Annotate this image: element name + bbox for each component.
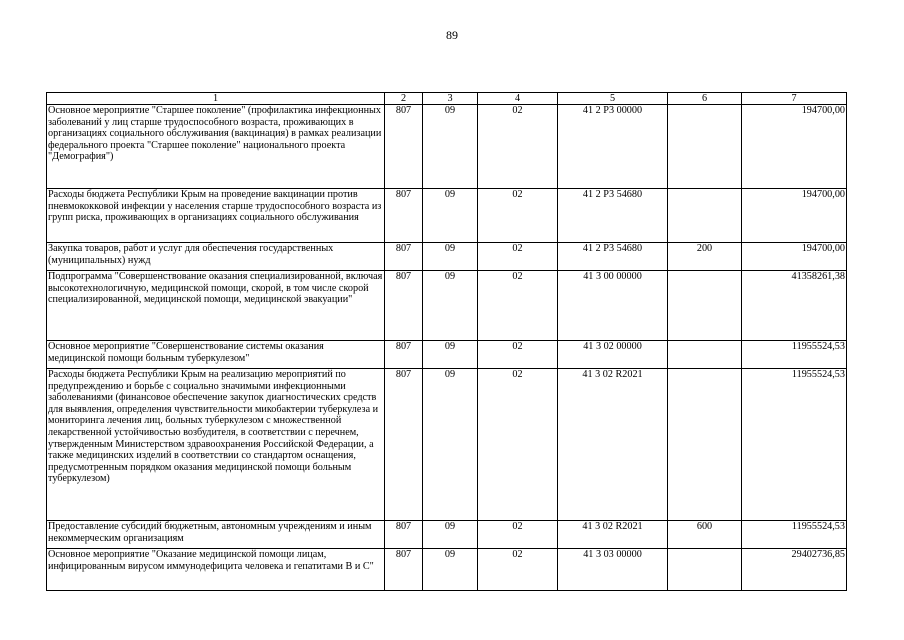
row-rz: 09	[423, 369, 478, 521]
table-row	[47, 271, 847, 341]
row-csr: 41 3 02 R2021	[558, 521, 668, 549]
column-header: 7	[742, 93, 847, 105]
column-header: 6	[668, 93, 742, 105]
row-rz: 09	[423, 341, 478, 369]
row-sum: 11955524,53	[742, 521, 847, 549]
table-row	[47, 341, 847, 369]
table-row	[47, 521, 847, 549]
row-pr: 02	[478, 549, 558, 591]
row-grbs: 807	[385, 243, 423, 271]
row-pr: 02	[478, 243, 558, 271]
row-name: Расходы бюджета Республики Крым на проведение вакцинации против пневмококковой инфекции у населения старше трудоспособного возраста из групп риска, проживающих в организациях социального обслуживания	[47, 189, 385, 243]
page-number: 89	[446, 28, 458, 42]
row-csr: 41 3 00 00000	[558, 271, 668, 341]
row-rz: 09	[423, 549, 478, 591]
row-sum: 11955524,53	[742, 369, 847, 521]
budget-table	[46, 92, 847, 591]
row-vr: 600	[668, 521, 742, 549]
table-row	[47, 243, 847, 271]
row-grbs: 807	[385, 521, 423, 549]
row-pr: 02	[478, 271, 558, 341]
row-name: Основное мероприятие "Старшее поколение" (профилактика инфекционных заболеваний у лиц старше трудоспособного возраста, проживающих в организациях социального обслуживания (вакцинация) в рамках реализации федерального проекта "Старшее поколение" национального проекта "Демография")	[47, 105, 385, 189]
row-pr: 02	[478, 341, 558, 369]
table-row	[47, 369, 847, 521]
row-vr	[668, 189, 742, 243]
row-name: Предоставление субсидий бюджетным, автономным учреждениям и иным некоммерческим организациям	[47, 521, 385, 549]
row-grbs: 807	[385, 549, 423, 591]
row-csr: 41 2 P3 54680	[558, 189, 668, 243]
row-pr: 02	[478, 369, 558, 521]
table-row	[47, 549, 847, 591]
row-sum: 29402736,85	[742, 549, 847, 591]
row-name: Закупка товаров, работ и услуг для обеспечения государственных (муниципальных) нужд	[47, 243, 385, 271]
row-pr: 02	[478, 521, 558, 549]
row-vr	[668, 549, 742, 591]
table-row	[47, 189, 847, 243]
row-vr: 200	[668, 243, 742, 271]
row-csr: 41 2 P3 54680	[558, 243, 668, 271]
row-name: Основное мероприятие "Оказание медицинской помощи лицам, инфицированным вирусом иммунодефицита человека и гепатитами В и С"	[47, 549, 385, 591]
row-name: Основное мероприятие "Совершенствование системы оказания медицинской помощи больным туберкулезом"	[47, 341, 385, 369]
row-grbs: 807	[385, 369, 423, 521]
row-sum: 41358261,38	[742, 271, 847, 341]
column-header: 1	[47, 93, 385, 105]
row-csr: 41 3 02 R2021	[558, 369, 668, 521]
column-header: 2	[385, 93, 423, 105]
column-header: 5	[558, 93, 668, 105]
row-sum: 11955524,53	[742, 341, 847, 369]
row-csr: 41 3 02 00000	[558, 341, 668, 369]
row-grbs: 807	[385, 189, 423, 243]
row-vr	[668, 271, 742, 341]
row-vr	[668, 105, 742, 189]
row-pr: 02	[478, 189, 558, 243]
row-rz: 09	[423, 105, 478, 189]
row-grbs: 807	[385, 271, 423, 341]
row-grbs: 807	[385, 341, 423, 369]
row-rz: 09	[423, 521, 478, 549]
row-name: Подпрограмма "Совершенствование оказания специализированной, включая высокотехнологичную, медицинской помощи, скорой, в том числе скорой специализированной, медицинской помощи, медицинской эвакуации"	[47, 271, 385, 341]
table-row	[47, 105, 847, 189]
row-pr: 02	[478, 105, 558, 189]
row-rz: 09	[423, 189, 478, 243]
row-csr: 41 3 03 00000	[558, 549, 668, 591]
row-vr	[668, 341, 742, 369]
row-vr	[668, 369, 742, 521]
row-rz: 09	[423, 243, 478, 271]
column-header: 3	[423, 93, 478, 105]
row-sum: 194700,00	[742, 189, 847, 243]
row-name: Расходы бюджета Республики Крым на реализацию мероприятий по предупреждению и борьбе с социально значимыми инфекционными заболеваниями (финансовое обеспечение закупок диагностических средств для выявления, определения чувствительности микобактерии туберкулеза и мониторинга лечения лиц, больных туберкулезом с множественной лекарственной устойчивостью возбудителя, в соответствии с перечнем, утвержденным Министерством здравоохранения Российской Федерации, а также медицинских изделий в соответствии со стандартом оснащения, предусмотренным порядком оказания медицинской помощи больным туберкулезом)	[47, 369, 385, 521]
column-header: 4	[478, 93, 558, 105]
row-grbs: 807	[385, 105, 423, 189]
row-csr: 41 2 P3 00000	[558, 105, 668, 189]
row-sum: 194700,00	[742, 243, 847, 271]
table-header-row	[47, 93, 847, 105]
row-rz: 09	[423, 271, 478, 341]
row-sum: 194700,00	[742, 105, 847, 189]
